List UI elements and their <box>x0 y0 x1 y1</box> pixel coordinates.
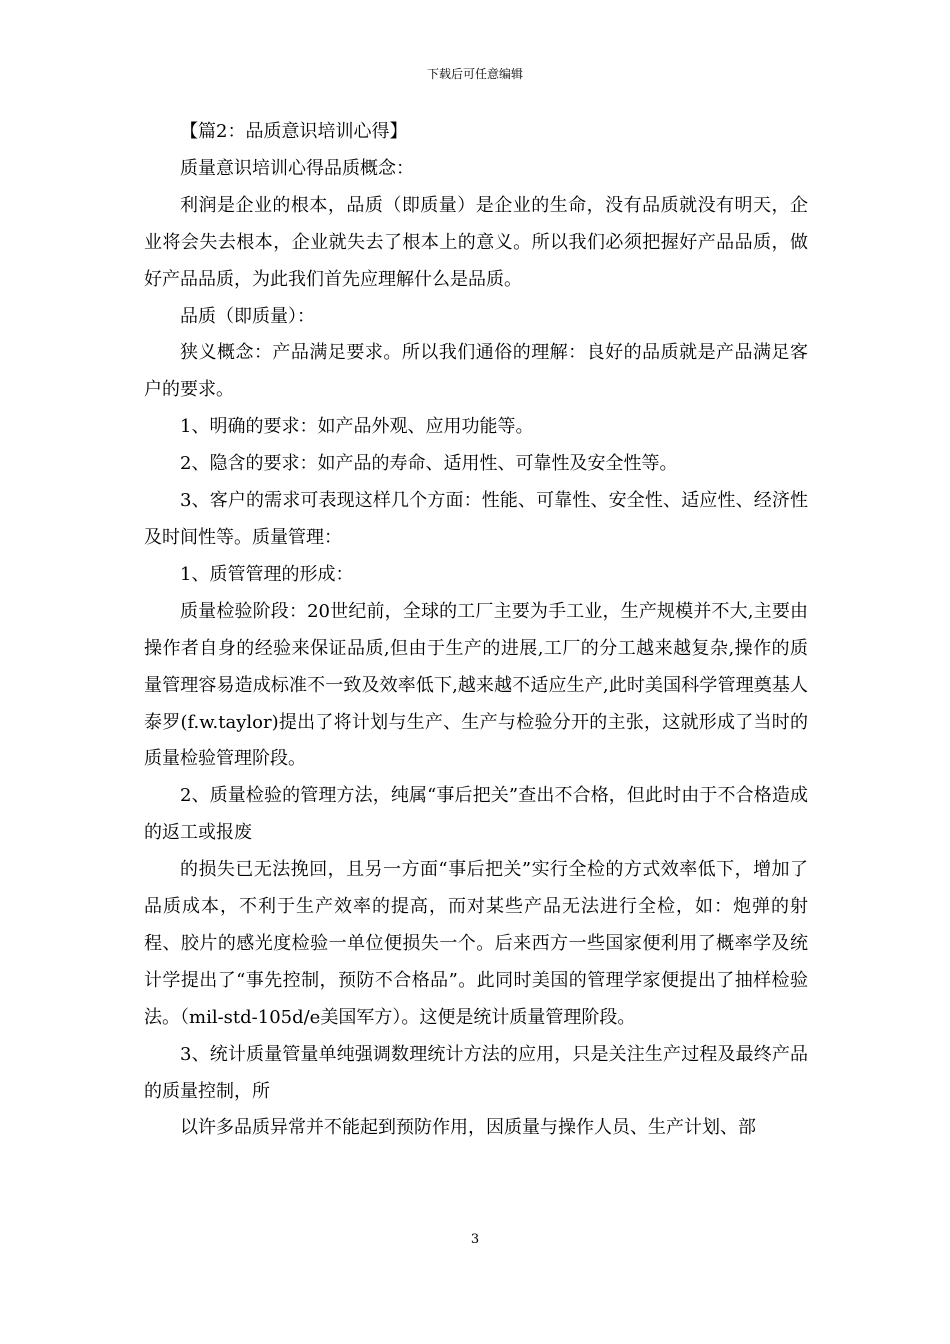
list-item: 1、质管管理的形成： <box>180 563 354 585</box>
list-item: 2、隐含的要求：如产品的寿命、适用性、可靠性及安全性等。 <box>180 453 678 475</box>
page-header: 下载后可任意编辑 <box>426 67 523 81</box>
list-item: 3、客户的需求可表现这样几个方面：性能、可靠性、安全性、适应性、经济性及时间性等。质量管理： <box>144 490 808 548</box>
list-item: 3、统计质量管量单纯强调数理统计方法的应用，只是关注生产过程及最终产品的质量控制，所 <box>144 1043 808 1102</box>
page-number: 3 <box>470 1232 480 1247</box>
list-item: 1、明确的要求：如产品外观、应用功能等。 <box>180 416 534 438</box>
paragraph: 品质（即质量）： <box>180 305 315 327</box>
paragraph: 的损失已无法挽回，且另一方面“事后把关”实行全检的方式效率低下，增加了品质成本，不利于生产效率的提高，而对某些产品无法进行全检，如：炮弹的射程、胶片的感光度检验一单位便损失一个。后来西方一些国家便利用了概率学及统计学提出了“事先控制，预防不合格品”。此同时美国的管理学家便提出了抽样检验法。（mil-std-105d/e美国军方）。这便是统计质量管理阶段。 <box>144 859 808 1028</box>
paragraph: 质量意识培训心得品质概念： <box>180 157 414 179</box>
paragraph: 质量检验阶段：20世纪前，全球的工厂主要为手工业，生产规模并不大,主要由操作者自身的经验来保证品质,但由于生产的进展,工厂的分工越来越复杂,操作的质量管理容易造成标准不一致及效率低下,越来越不适应生产,此时美国科学管理奠基人泰罗(f.w.taylor)提出了将计划与生产、生产与检验分开的主张，这就形成了当时的质量检验管理阶段。 <box>144 600 808 770</box>
list-item: 2、质量检验的管理方法，纯属“事后把关”查出不合格，但此时由于不合格造成的返工或报废 <box>144 785 808 844</box>
section-title: 【篇2：品质意识培训心得】 <box>180 121 408 142</box>
paragraph: 狭义概念：产品满足要求。所以我们通俗的理解：良好的品质就是产品满足客户的要求。 <box>144 342 808 401</box>
paragraph: 以许多品质异常并不能起到预防作用，因质量与操作人员、生产计划、部 <box>180 1117 756 1139</box>
document-body <box>144 114 808 1147</box>
paragraph: 利润是企业的根本，品质（即质量）是企业的生命，没有品质就没有明天，企业将会失去根本，企业就失去了根本上的意义。所以我们必须把握好产品品质，做好产品品质，为此我们首先应理解什么是品质。 <box>144 194 808 290</box>
